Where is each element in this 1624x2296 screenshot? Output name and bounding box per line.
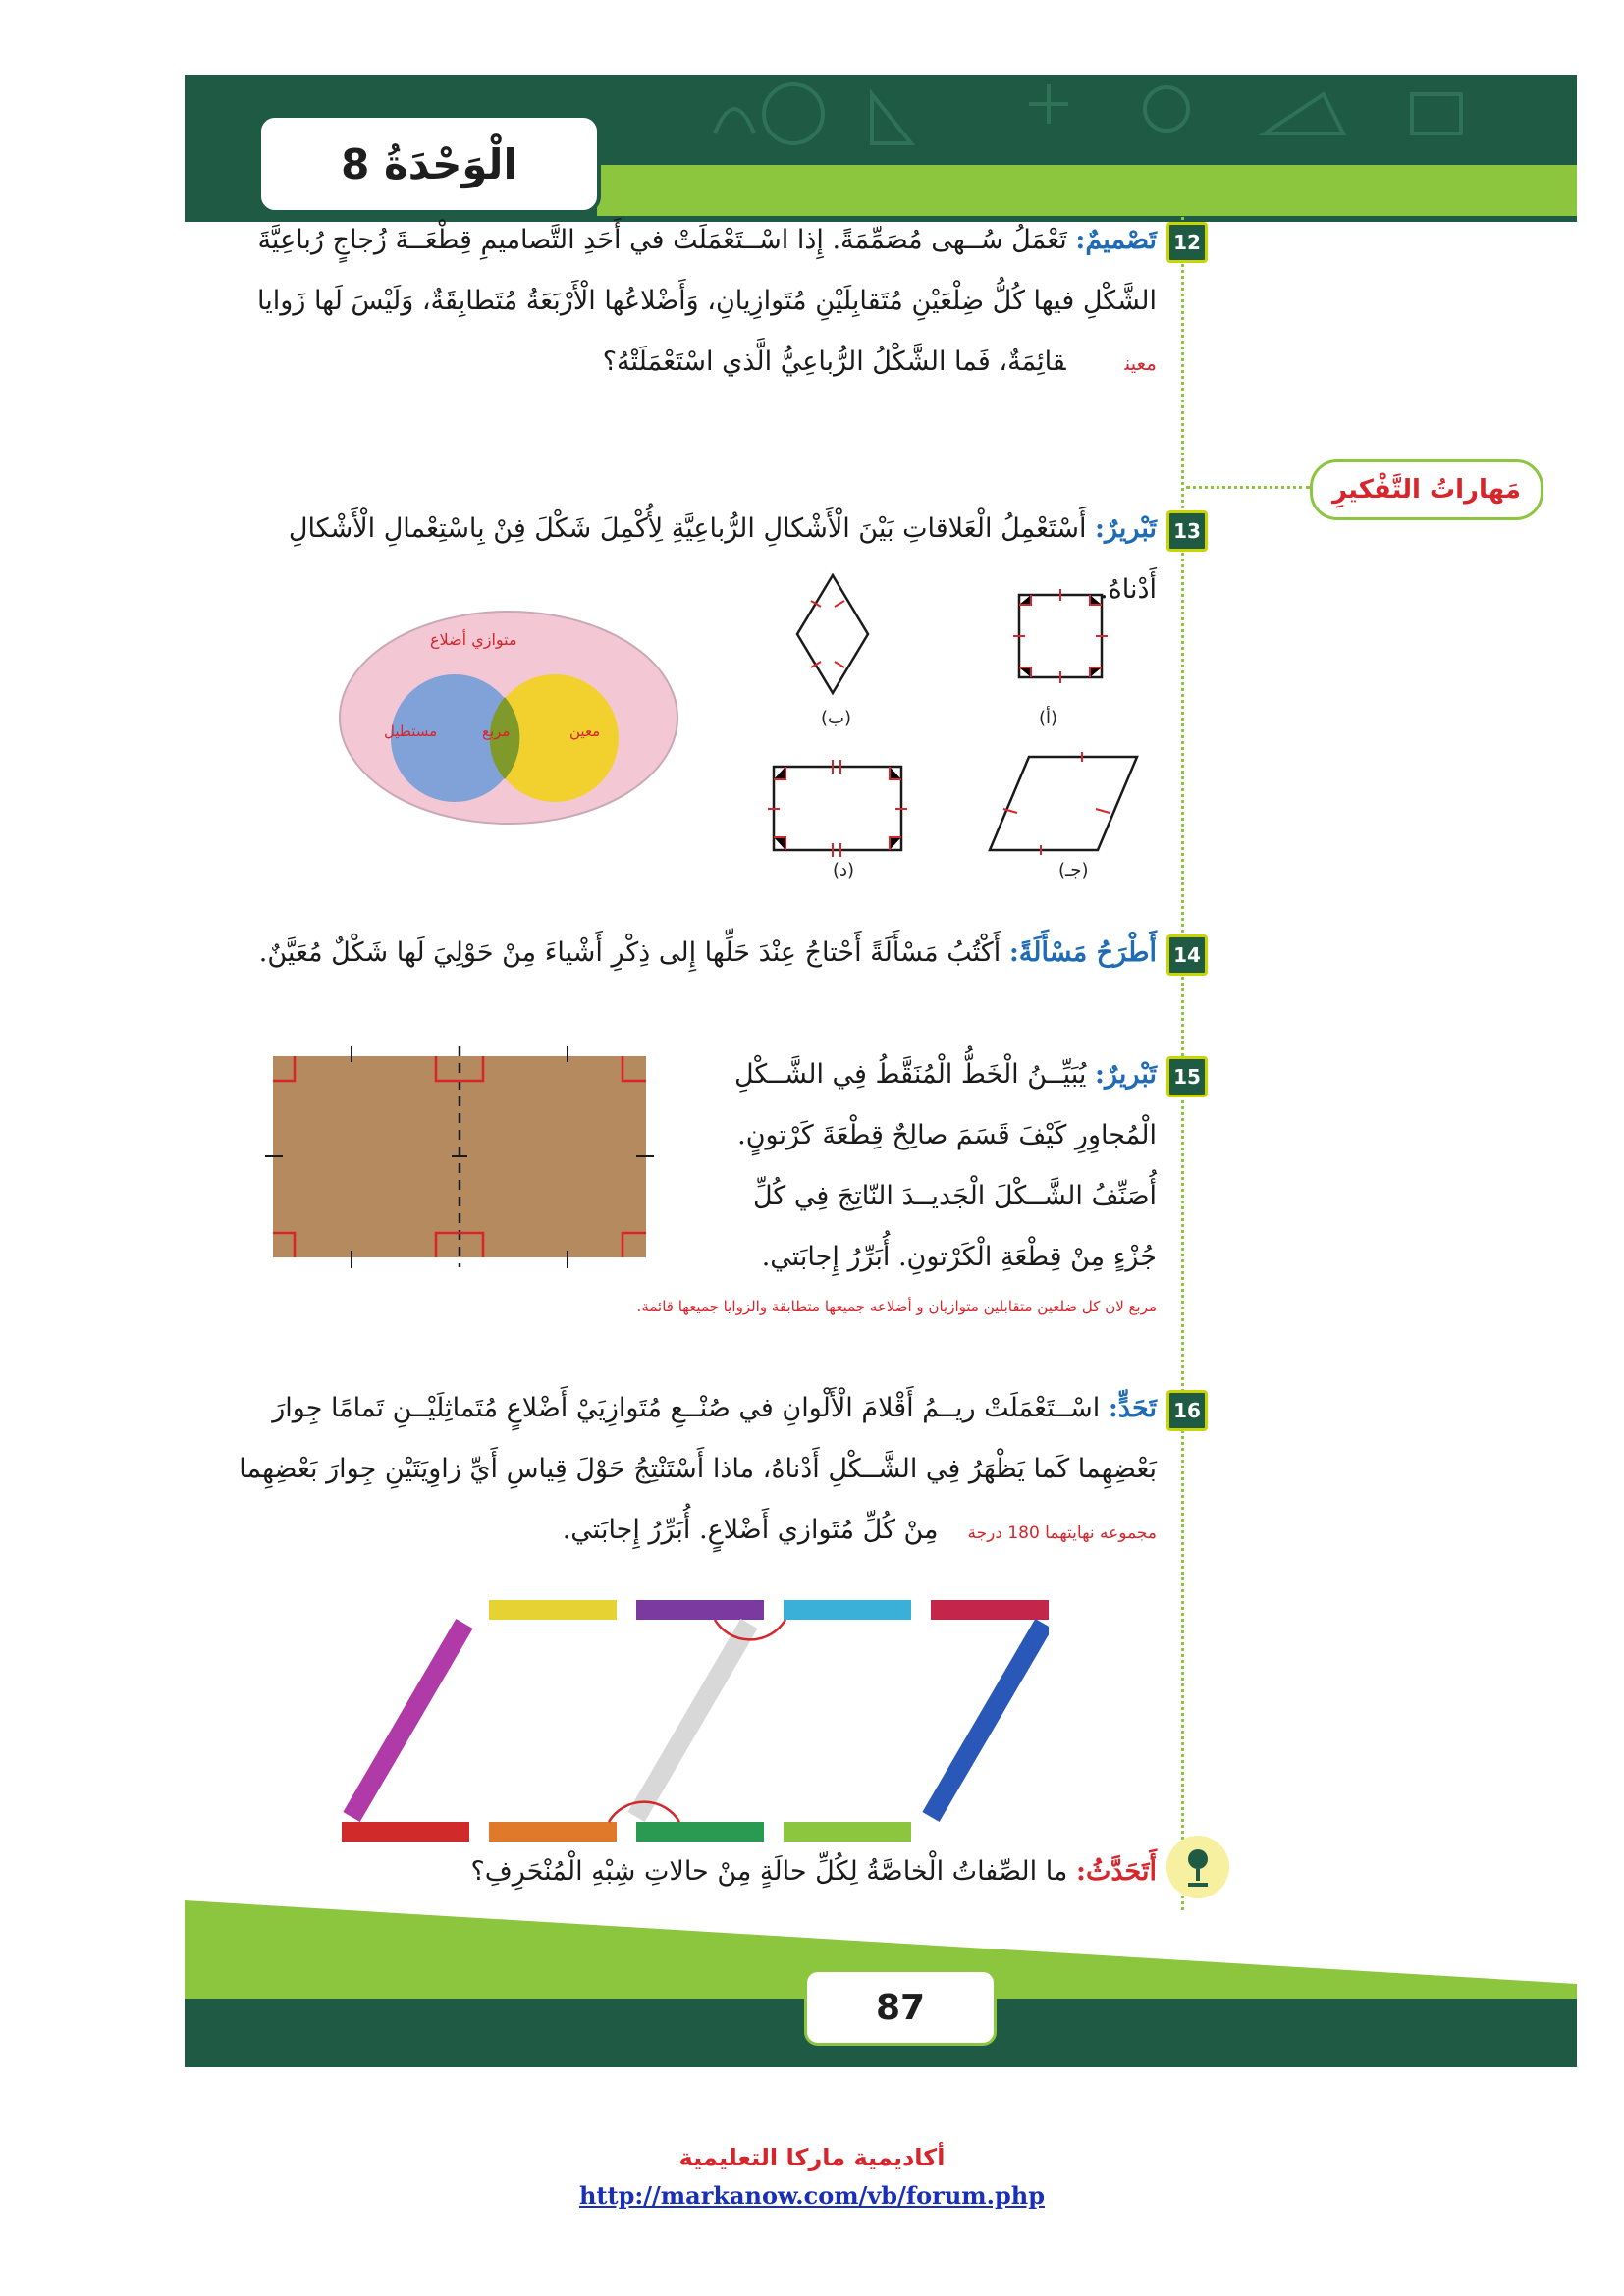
q15-line-2: الْمُجاوِرِ كَيْفَ قَسَمَ صالِحٌ قِطْعَةَ كَرْتونٍ. — [737, 1120, 1157, 1150]
mic-glyph — [1178, 1845, 1218, 1889]
q15-line-3: أُصَنِّفُ الشَّــكْلَ الْجَديــدَ النّاتِجَ فِي كُلِّ — [752, 1181, 1157, 1211]
header-green-strip — [597, 165, 1577, 216]
shape-rhombus — [797, 575, 868, 693]
shape-rectangle — [774, 767, 901, 850]
skills-connector — [1186, 486, 1310, 489]
thinking-skills-label: مَهاراتُ التَّفْكيرِ — [1310, 459, 1543, 520]
q12-line-1: تَصْميمٌ: تَعْمَلُ سُــهى مُصَمِّمَةً. إِذا اسْــتَعْمَلَتْ في أَحَدِ التَّصاميمِ قِطْعَــةَ زُجاجٍ رُباعِيَّةَ — [257, 225, 1157, 255]
shape-parallelogram — [990, 757, 1137, 850]
unit-title: الْوَحْدَةُ 8 — [341, 139, 517, 188]
sidebar-dotted-line — [1181, 183, 1184, 1910]
q13-keyword: تَبْريرٌ: — [1095, 513, 1157, 544]
crayon-white — [636, 1624, 749, 1817]
unit-title-box — [257, 114, 601, 214]
q16-line-1: تَحَدٍّ: اسْــتَعْمَلَتْ ريــمُ أَقْلامَ الْأَلْوانِ في صُنْــعِ مُتَوازِيَيْ أَضْلاعٍ مُتَماثِلَيْــنِ تَمامًا جِوارَ — [272, 1393, 1157, 1423]
page-number: 87 — [804, 1969, 997, 2046]
microphone-icon — [1166, 1836, 1229, 1898]
forum-link-wrapper — [0, 2181, 1624, 2210]
question-15 — [666, 1044, 1157, 1288]
q12-keyword: تَصْميمٌ: — [1075, 225, 1157, 255]
crayons-parallelograms — [322, 1576, 1049, 1861]
academy-credit: أكاديمية ماركا التعليمية — [678, 2144, 946, 2171]
question-13: تَبْريرٌ: أَسْتَعْمِلُ الْعَلاقاتِ بَيْنَ الْأَشْكالِ الرُّباعِيَّةِ لِأُكْمِلَ شَكْلَ فِنْ بِاسْتِعْمالِ الْأَشْكالِ أَدْناهُ. — [288, 513, 1157, 605]
question-14: أَطْرَحُ مَسْأَلَةً: أَكْتُبُ مَسْأَلَةً أَحْتاجُ عِنْدَ حَلِّها إِلى ذِكْرِ أَشْياءَ مِنْ حَوْلِيَ لَها شَكْلٌ مُعَيَّنٌ. — [258, 937, 1157, 968]
shape-square — [1019, 595, 1102, 677]
q14-keyword: أَطْرَحُ مَسْأَلَةً: — [1008, 937, 1157, 968]
q12-answer: معين — [1124, 351, 1157, 375]
q16-line-2: بَعْضِهِما كَما يَظْهَرُ فِي الشَّــكْلِ أَدْناهُ، ماذا أَسْتَنْتِجُ حَوْلَ قِياسِ أَيِّ زاوِيَتَيْنِ جِوارَ بَعْضِهِما — [239, 1454, 1157, 1484]
quadrilateral-shapes — [734, 565, 1186, 899]
question-number-16: 16 — [1166, 1390, 1208, 1431]
question-number-15: 15 — [1166, 1056, 1208, 1097]
venn-right-label: معين — [569, 722, 601, 740]
venn-outer-label: متوازي أضلاع — [430, 630, 517, 649]
shape-label-d: (د) — [833, 860, 855, 881]
venn-middle-label: مربع — [482, 722, 511, 740]
q12-line-2: الشَّكْلِ فيها كُلُّ ضِلْعَيْنِ مُتَقابِلَيْنِ مُتَوازِيانِ، وَأَضْلاعُها الْأَرْبَعَةُ مُتَطابِقَةٌ، وَلَيْسَ لَها زَوايا — [257, 286, 1157, 316]
shape-label-a: (أ) — [1039, 708, 1058, 728]
cardboard-figure — [244, 1046, 676, 1272]
q16-keyword: تَحَدٍّ: — [1108, 1393, 1157, 1423]
crayon-blue — [931, 1624, 1044, 1817]
q15-line-1: تَبْريرٌ: يُبَيِّــنُ الْخَطُّ الْمُنَقَّطُ فِي الشَّــكْلِ — [733, 1059, 1157, 1090]
crayon-magenta — [352, 1624, 464, 1817]
shape-label-c: (جـ) — [1058, 860, 1089, 881]
question-number-14: 14 — [1166, 934, 1208, 976]
q12-line-3: معينقائِمَةٌ، فَما الشَّكْلُ الرُّباعِيُّ الَّذي اسْتَعْمَلَتْهُ؟ — [602, 347, 1157, 377]
forum-link[interactable]: http://markanow.com/vb/forum.php — [578, 2181, 1046, 2210]
talk-keyword: أَتَحَدَّثُ: — [1075, 1856, 1157, 1887]
q16-answer: مجموعه نهايتهما 180 درجة — [967, 1523, 1157, 1543]
question-12 — [224, 210, 1157, 394]
shape-label-b: (ب) — [821, 708, 852, 728]
question-number-13: 13 — [1166, 510, 1208, 552]
question-number-12: 12 — [1166, 222, 1208, 263]
venn-left-label: مستطيل — [384, 722, 438, 740]
textbook-page — [185, 75, 1577, 2067]
question-16 — [224, 1378, 1157, 1564]
q16-line-3: مجموعه نهايتهما 180 درجةمِنْ كُلِّ مُتَوازي أَضْلاعٍ. أُبَرِّرُ إِجابَتي. — [562, 1515, 1157, 1545]
q15-answer: مربع لان كل ضلعين متقابلين متوازيان و أضلاعه جميعها متطابقة والزوايا جميعها قائمة. — [636, 1298, 1157, 1315]
q15-line-4: جُزْءٍ مِنْ قِطْعَةِ الْكَرْتونِ. أُبَرِّرُ إِجابَتي. — [761, 1242, 1157, 1272]
q15-keyword: تَبْريرٌ: — [1095, 1059, 1157, 1090]
talk-question: أَتَحَدَّثُ: ما الصِّفاتُ الْخاصَّةُ لِكُلِّ حالَةٍ مِنْ حالاتِ شِبْهِ الْمُنْحَرِفِ؟ — [470, 1856, 1157, 1887]
